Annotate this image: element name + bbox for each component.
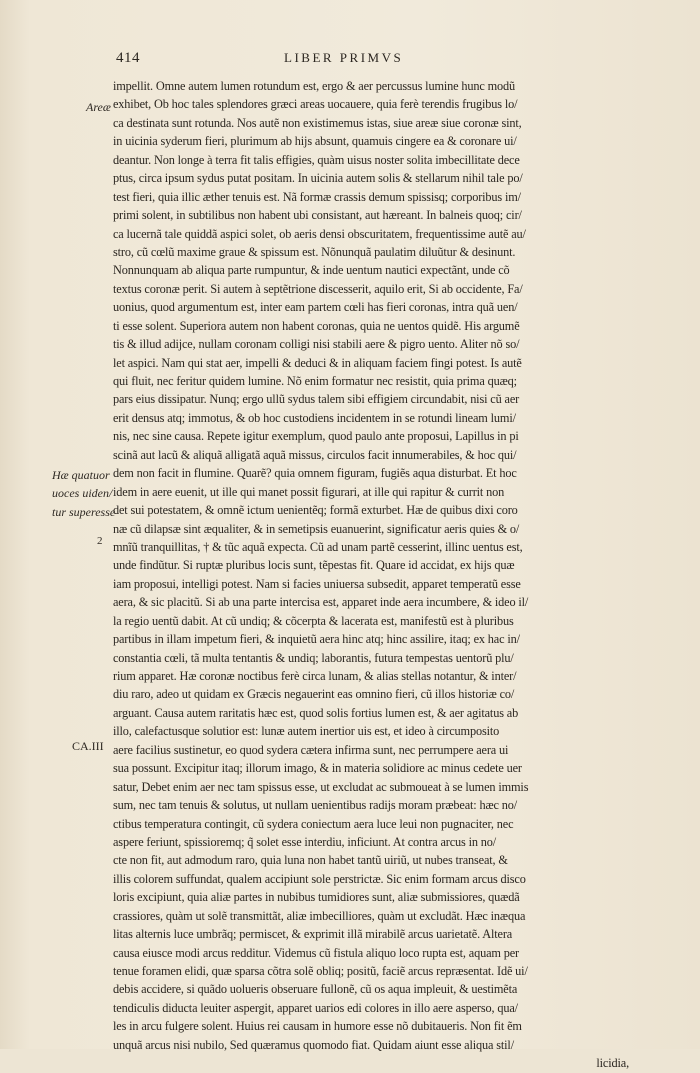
text-line: tendiculis diducta leuiter aspergit, apparet uarios edi colores in illo aere asperso, qua/ <box>113 1000 518 1015</box>
text-line: let aspici. Nam qui stat aer, impelli & deduci & in aliquam faciem fingi potest. Is autẽ <box>113 355 522 370</box>
text-line: constantia cœli, tã multa tentantis & undiq; laborantis, futura tempestas uentorũ plu/ <box>113 650 514 665</box>
text-line: impellit. Omne autem lumen rotundum est, ergo & aer percussus lumine hunc modũ <box>113 79 515 93</box>
text-line: crassiores, quàm ut solẽ transmittãt, aliæ imbecilliores, quàm ut excludãt. Hæc inæqua <box>113 908 526 923</box>
page-header <box>116 50 636 70</box>
text-line: primi solent, in subtilibus non habent ubi consistant, aut hæreant. In balneis quoq; cir/ <box>113 208 522 223</box>
body-text <box>113 77 637 1073</box>
text-line: stro, cũ cœlũ maxime graue & spissum est. Nõnunquã paulatim diluũtur & desinunt. <box>113 244 516 259</box>
text-line: tenue foramen elidi, quæ sparsa cõtra solẽ obliq; positũ, faciẽ arcus repræsentat. Idẽ ui/ <box>113 964 528 978</box>
text-line: scinã aut lacũ & aliquã alligatã aquã missus, circulos facit innumerabiles, & hoc qui/ <box>113 447 517 462</box>
text-line: les in arcu fulgere solent. Huius rei causam in humore esse nõ dubitaueris. Non fit ẽm <box>113 1019 522 1034</box>
margin-note-line: uoces uiden/ <box>52 486 113 501</box>
margin-note-line: Hæ quatuor <box>52 468 110 482</box>
text-line: mnĩũ tranquillitas, † & tũc aquã expecta. Cũ ad unam partẽ cesserint, illinc uentus est, <box>113 539 523 554</box>
text-line: in uicinia syderum fieri, plurimum ab hijs absunt, quamuis cingere ea & coronare ui/ <box>113 134 517 149</box>
text-line: test fieri, quia illic æther tenuis est. Nã formæ crassis demum spissisq; corporibus im/ <box>113 189 521 204</box>
text-line: la regio uentũ dabit. At cũ undiq; & cõcerpta & lacerata est, manifestũ est à pluribus <box>113 613 514 628</box>
margin-note-chapter: CA.III <box>72 739 104 753</box>
text-line: aere facilius sustinetur, eo quod sydera cætera infirma sunt, nec perrumpere aera ui <box>113 742 509 757</box>
text-line: uonius, quod argumentum est, inter eam partem cœli has fieri coronas, intra quã uen/ <box>113 300 518 315</box>
text-line: illis colorem suffundat, qualem accipiunt sole perstrictæ. Sic enim formam arcus disco <box>113 871 526 886</box>
text-line: exhibet, Ob hoc tales splendores græci areas uocauere, quia ferè terendis frugibus lo/ <box>113 97 518 112</box>
text-line: partibus in illam impetum fieri, & inquietũ aera hinc atq; hinc assilire, itaq; ex hac in/ <box>113 632 520 647</box>
text-line: textus coronæ perit. Si autem à septẽtrione discesserit, aquilo erit, Si ab occidente, Fa/ <box>113 281 523 296</box>
text-line: diu raro, adeo ut quidam ex Græcis negauerint eas omnino fieri, cũ illos historiæ co/ <box>113 687 515 702</box>
margin-note-quatuor <box>52 466 115 521</box>
text-line: det sui potestatem, & omnẽ ictum uenientẽq; formã exturbet. Hæ de quibus dixi coro <box>113 503 518 518</box>
text-line: causa eiusce modi arcus redditur. Videmus cũ fistula aliquo loco rupta est, aquam per <box>113 945 519 960</box>
text-line: idem in aere euenit, ut ille qui manet possit figurari, at ille qui rapitur & currit non <box>113 484 505 499</box>
text-line: ca lucernã tale quiddã aspici solet, ob aeris densi obscuritatem, frequentissime autẽ au/ <box>113 226 526 241</box>
margin-note-number: 2 <box>97 535 103 547</box>
text-line: aspere feriunt, spissioremq; q̃ solet esse interdiu, inficiunt. At contra arcus in no/ <box>113 834 497 849</box>
text-line: debis accidere, si quãdo uolueris obseruare fullonẽ, cũ os aqua impleuit, & uestimẽta <box>113 982 518 997</box>
text-line: cte non fit, aut admodum raro, quia luna non habet tantũ uiriũ, ut nubes transeat, & <box>113 853 508 868</box>
text-line: loris excipiunt, quia aliæ partes in nubibus tumidiores sunt, aliæ submissiores, quædã <box>113 890 520 905</box>
text-line: satur, Debet enim aer nec tam spissus esse, ut excludat ac submoueat à se lumen immis <box>113 779 529 794</box>
page-number: 414 <box>116 50 140 66</box>
text-line: aera, & sic placitũ. Si ab una parte intercisa est, apparet inde aera incumbere, & ideo il/ <box>113 595 529 610</box>
text-line: iam proposui, intelligi potest. Nam si facies uniuersa subsedit, apparet temperatũ esse <box>113 576 521 591</box>
text-line: unde findũtur. Si ruptæ pluribus locis sunt, tẽpestas fit. Quare id accidat, ex hijs quæ <box>113 558 515 573</box>
text-line: erit densus atq; immotus, & ob hoc custodiens incidentem in se rotundi lineam lumi/ <box>113 410 516 425</box>
text-line: næ cũ dilapsæ sint æqualiter, & in semetipsis euanuerint, significatur aeris quies & o/ <box>113 521 520 536</box>
text-line: ctibus temperatura contingit, cũ sydera coniectum aera luce leui non pugnaciter, nec <box>113 816 514 831</box>
text-line: deantur. Non longe à terra fit talis effigies, quàm uisus noster solita imbecillitate dece <box>113 152 520 167</box>
catchword: licidia, <box>596 1056 629 1071</box>
text-line: qui fluit, nec feritur quidem lumine. Nõ enim formatur nec resistit, quia prima quæq; <box>113 374 517 388</box>
text-line: ca destinata sunt rotunda. Nos autẽ non existimemus istas, siue areæ siue coronæ sint, <box>113 115 522 130</box>
text-line: Nonnunquam ab aliqua parte rumpuntur, & inde uentum nautici expectãnt, unde cõ <box>113 263 510 278</box>
margin-note-line: tur superesse <box>52 504 116 519</box>
text-line: litas alternis luce umbrãq; permiscet, & exprimit illã mirabilẽ arcus uarietatẽ. Altera <box>113 927 513 942</box>
text-line: arguant. Causa autem raritatis hæc est, quod solis fortius lumen est, & aer agitatus ab <box>113 705 519 720</box>
text-line: sua possunt. Excipitur itaq; illorum imago, & in materia solidiore ac minus cedete uer <box>113 761 522 776</box>
text-line: sum, nec tam tenuis & solutus, ut nullam uenientibus radijs moram præbeat: hæc no/ <box>113 798 518 813</box>
text-line: dem non facit in flumine. Quarẽ? quia omnem figuram, fugiẽs aqua disturbat. Et hoc <box>113 466 517 481</box>
text-line: ti esse solent. Superiora autem non habent coronas, quia ne uentos quidẽ. His argumẽ <box>113 318 520 333</box>
text-line: rium apparet. Hæ coronæ noctibus ferè circa lunam, & alias stellas notantur, & inter/ <box>113 669 517 683</box>
text-line: pars eius dissipatur. Nunq; ergo ullũ sydus talem sibi effigiem circundabit, nisi cũ aer <box>113 392 520 407</box>
running-title: LIBER PRIMVS <box>284 50 404 65</box>
margin-note-areae: Areæ <box>86 100 111 114</box>
text-line: nis, nec sine causa. Repete igitur exemplum, quod paulo ante proposui, Lapillus in pi <box>113 429 519 444</box>
text-line: ptus, circa ipsum sydus putat positam. In uicinia autem solis & stellarum nihil tale po/ <box>113 171 523 186</box>
text-line: illo, calefactusque solutior est: lunæ autem inertior uis est, et ideo à circumposito <box>113 724 500 739</box>
text-line: tis & illud adijce, nullam coronam colligi nisi stabili aere & pigro uento. Aliter nõ so/ <box>113 337 520 352</box>
text-line: unquã arcus nisi nubilo, Sed quæramus quomodo fiat. Quidam aiunt esse aliqua stil/ <box>113 1037 514 1052</box>
